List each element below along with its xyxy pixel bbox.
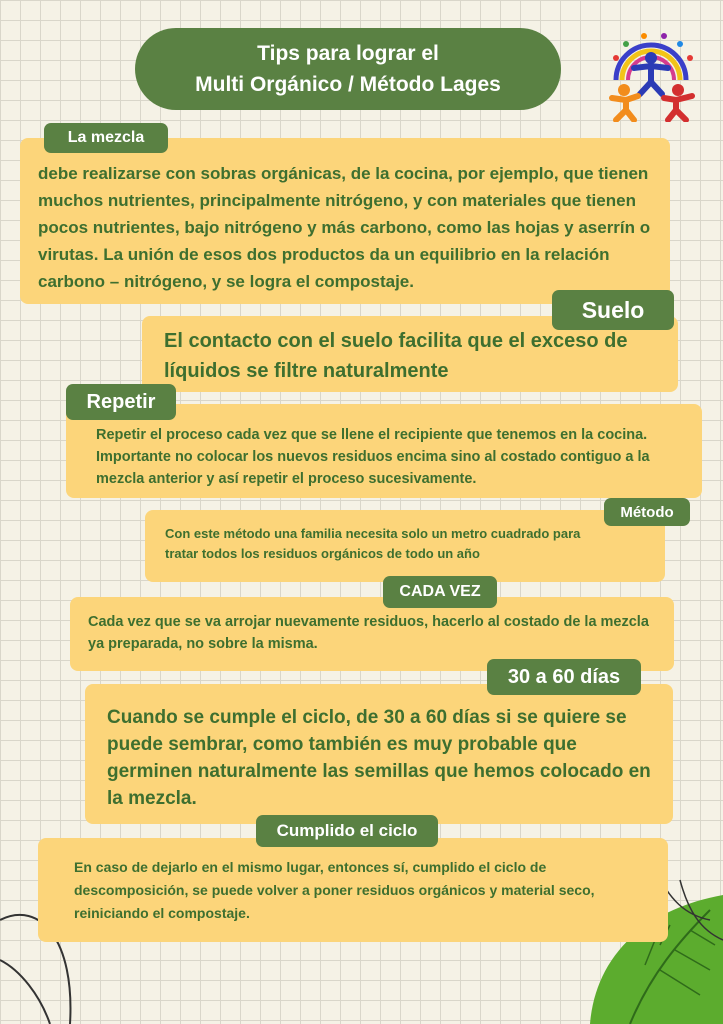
card-text: En caso de dejarlo en el mismo lugar, entonces sí, cumplido el ciclo de descomposición, se puede volver a poner residuos orgánicos y material seco, reiniciando el compostaje. [74,859,595,921]
label-metodo: Método [604,498,690,526]
card-30-a-60-dias [85,684,673,824]
card-cumplido-el-ciclo [38,838,668,942]
label-la-mezcla: La mezcla [44,123,168,153]
card-text: El contacto con el suelo facilita que el exceso de líquidos se filtre naturalmente [164,330,628,382]
card-metodo [145,510,665,582]
card-text: Cada vez que se va arrojar nuevamente residuos, hacerlo al costado de la mezcla ya preparada, no sobre la misma. [88,614,649,652]
label-suelo: Suelo [552,290,674,330]
label-repetir: Repetir [66,384,176,420]
page-title [135,28,561,110]
label-cumplido-el-ciclo: Cumplido el ciclo [256,815,438,847]
label-cada-vez: CADA VEZ [383,576,497,608]
card-la-mezcla [20,138,670,304]
card-text: debe realizarse con sobras orgánicas, de la cocina, por ejemplo, que tienen muchos nutrientes, principalmente nitrógeno, y con materiales que tienen pocos nutrientes, bajo nitrógeno y más carbono, como las hojas y aserrín o virutas. La unión de esos dos productos da un equilibrio en la relación carbono – nitrógeno, y se logra el compostaje. [38,164,651,291]
people-circle-logo-icon [604,28,698,122]
title-line-2: Multi Orgánico / Método Lages [195,73,501,96]
card-text: Repetir el proceso cada vez que se llene el recipiente que tenemos en la cocina. Importante no colocar los nuevos residuos encima sino al costado contiguo a la mezcla anterior y así repetir el proceso sucesivamente. [96,427,650,487]
card-text: Cuando se cumple el ciclo, de 30 a 60 días si se quiere se puede sembrar, como también es muy probable que germinen naturalmente las semillas que hemos colocado en la mezcla. [107,707,651,809]
title-line-1: Tips para lograr el [257,42,439,65]
label-30-a-60-dias: 30 a 60 días [487,659,641,695]
card-text: Con este método una familia necesita solo un metro cuadrado para tratar todos los residuos orgánicos de todo un año [165,526,581,561]
